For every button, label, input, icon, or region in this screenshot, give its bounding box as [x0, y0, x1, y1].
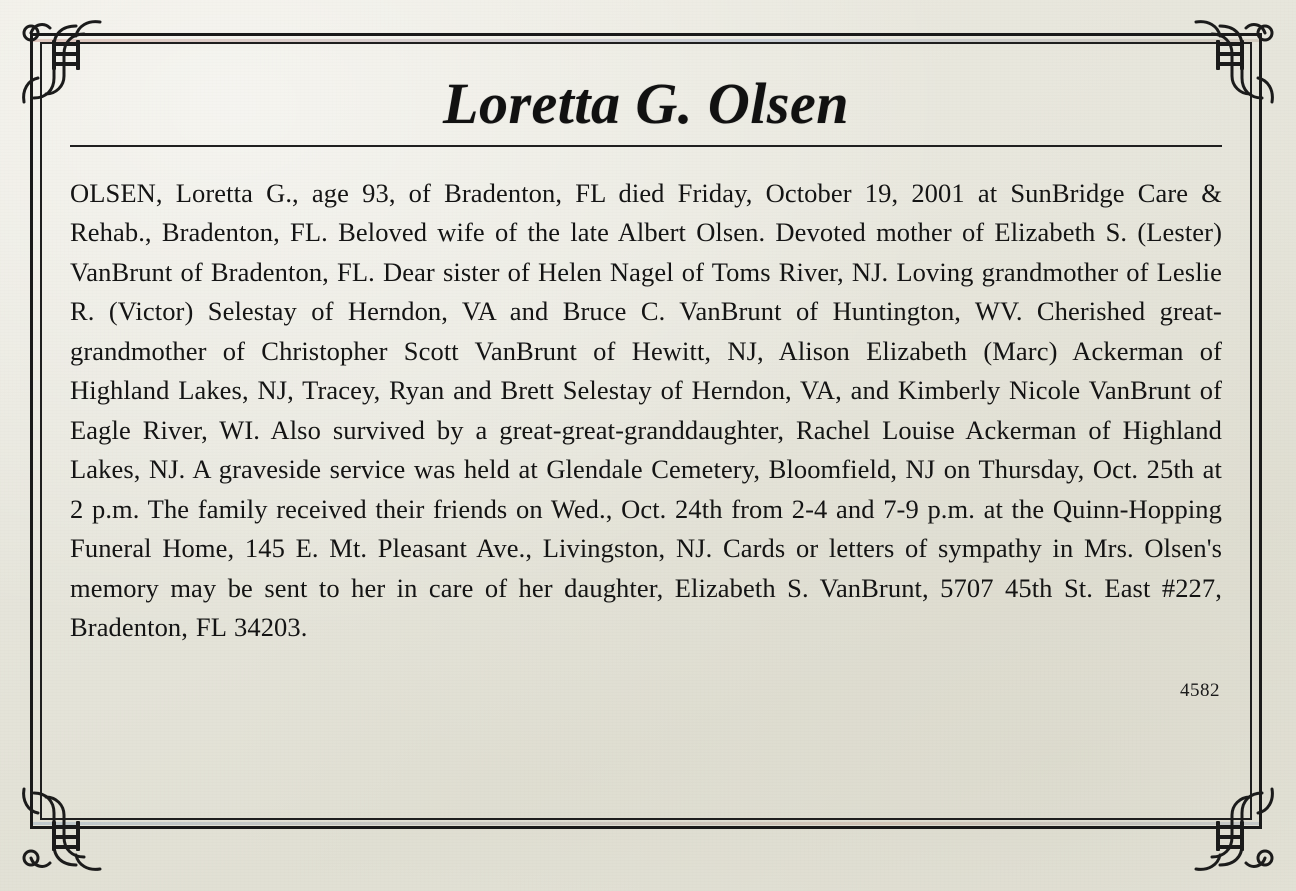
obituary-body-text: OLSEN, Loretta G., age 93, of Bradenton, FL died Friday, October 19, 2001 at SunBridge Care & Rehab., Bradenton, FL. Beloved wife of the late Albert Olsen. Devoted mother of Elizabeth S. (Lester) VanBrunt of Bradenton, FL. Dear sister of Helen Nagel of Toms River, NJ. Loving grandmother of Leslie R. (Victor) Selestay of Herndon, VA and Bruce C. VanBrunt of Huntington, WV. Cherished great-grandmother of Christopher Scott VanBrunt of Hewitt, NJ, Alison Elizabeth (Marc) Ackerman of Highland Lakes, NJ, Tracey, Ryan and Brett Selestay of Herndon, VA, and Kimberly Nicole VanBrunt of Eagle River, WI. Also survived by a great-great-granddaughter, Rachel Louise Ackerman of Highland Lakes, NJ. A graveside service was held at Glendale Cemetery, Bloomfield, NJ on Thursday, Oct. 25th at 2 p.m. The family received their friends on Wed., Oct. 24th from 2-4 and 7-9 p.m. at the Quinn-Hopping Funeral Home, 145 E. Mt. Pleasant Ave., Livingston, NJ. Cards or letters of sympathy in Mrs. Olsen's memory may be sent to her in care of her daughter, Elizabeth S. VanBrunt, 5707 45th St. East #227, Bradenton, FL 34203.	[70, 177, 1222, 642]
reference-number: 4582	[1180, 680, 1220, 701]
footer-row	[70, 674, 1222, 700]
page-title: Loretta G. Olsen	[443, 71, 849, 136]
obituary-content	[70, 60, 1222, 802]
headline-divider	[70, 145, 1222, 147]
